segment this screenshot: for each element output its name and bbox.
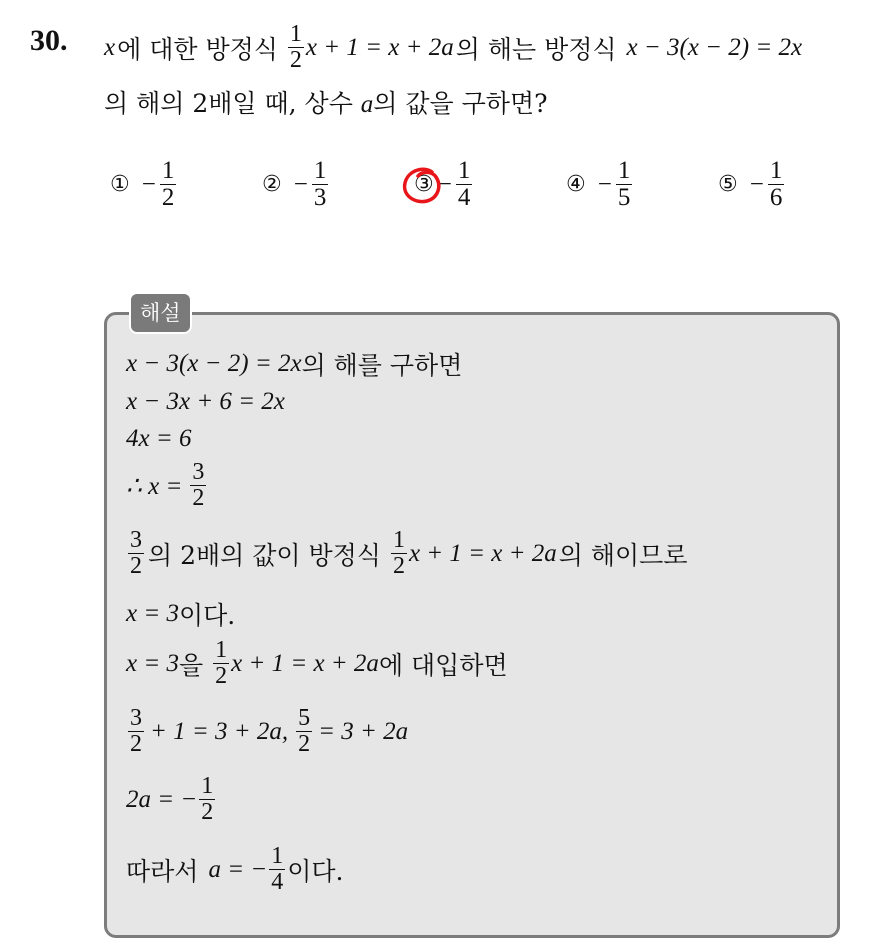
fraction-numerator: 1 <box>313 157 327 184</box>
fraction <box>296 706 312 757</box>
solution-text: 을 <box>178 650 204 680</box>
fraction <box>199 774 215 825</box>
fraction-numerator: 3 <box>130 527 142 553</box>
solution-text: 의 해이므로 <box>558 540 688 570</box>
fraction <box>616 158 633 212</box>
equation: + 1 = 3 + 2a, <box>150 717 289 745</box>
question-text: 의 해는 방정식 <box>455 34 617 64</box>
fraction-denominator: 2 <box>215 663 228 690</box>
equation: 2a = − <box>126 785 198 813</box>
fraction-numerator: 1 <box>215 637 228 663</box>
fraction <box>768 158 785 212</box>
choice-number: ① <box>110 172 130 198</box>
fraction <box>128 706 144 757</box>
fraction-denominator: 4 <box>457 184 471 212</box>
fraction-denominator: 4 <box>271 869 284 896</box>
fraction-denominator: 2 <box>130 731 142 758</box>
minus-sign: − <box>141 170 156 198</box>
solution-line-8 <box>126 706 408 757</box>
choice-number: ④ <box>566 172 586 198</box>
fraction-numerator: 1 <box>617 157 631 184</box>
fraction <box>269 844 285 895</box>
equation: x − 3x + 6 = 2x <box>126 388 285 415</box>
fraction <box>213 638 229 689</box>
var-a: a <box>441 33 454 61</box>
solution-line-4 <box>126 460 208 511</box>
choice-2[interactable] <box>262 158 330 212</box>
choice-5[interactable] <box>718 158 786 212</box>
solution-tag: 해설 <box>129 292 192 334</box>
fraction-denominator: 2 <box>392 553 405 580</box>
fraction-denominator: 6 <box>769 184 783 212</box>
var-x: x <box>104 33 116 61</box>
solution-text: 의 해를 구하면 <box>301 351 463 380</box>
fraction-denominator: 2 <box>161 184 175 212</box>
question-line-2 <box>104 84 548 120</box>
equation: x + 1 = x + 2a <box>231 649 379 677</box>
equation: 4x = 6 <box>126 425 192 452</box>
solution-text: 에 대입하면 <box>378 650 508 680</box>
question-number: 30. <box>30 24 68 57</box>
fraction <box>312 158 329 212</box>
equation <box>306 34 454 62</box>
fraction-numerator: 3 <box>130 705 142 731</box>
fraction-numerator: 1 <box>457 157 471 184</box>
fraction <box>456 158 473 212</box>
fraction-denominator: 2 <box>298 731 311 758</box>
fraction-numerator: 1 <box>271 843 284 869</box>
fraction-denominator: 5 <box>617 184 631 212</box>
minus-sign: − <box>437 170 452 198</box>
equation: x = 3 <box>126 600 179 627</box>
equation: ∴ x = <box>126 472 183 500</box>
equation: a = − <box>208 855 268 883</box>
solution-line-2 <box>126 388 285 416</box>
fraction <box>391 528 407 579</box>
question-text: 의 값을 구하면? <box>373 89 548 118</box>
equation: = 3 + 2a <box>318 717 409 745</box>
equation: x − 3(x − 2) = 2x <box>626 33 803 61</box>
solution-text: 따라서 <box>126 856 199 886</box>
minus-sign: − <box>749 170 764 198</box>
fraction-denominator: 2 <box>192 485 205 512</box>
fraction-numerator: 1 <box>289 21 302 47</box>
fraction-denominator: 3 <box>313 184 327 212</box>
fraction <box>288 22 304 73</box>
question-line-1 <box>104 22 802 73</box>
minus-sign: − <box>597 170 612 198</box>
choice-4[interactable] <box>566 158 634 212</box>
equation: x − 3(x − 2) = 2x <box>126 350 302 377</box>
choice-number: ③ <box>414 172 434 198</box>
fraction <box>160 158 177 212</box>
fraction <box>190 460 206 511</box>
equation-text: x + 1 = x + 2 <box>305 33 442 61</box>
fraction-denominator: 2 <box>130 553 142 580</box>
fraction <box>128 528 144 579</box>
solution-line-5 <box>126 528 687 579</box>
solution-line-3 <box>126 425 191 453</box>
var-a: a <box>360 91 374 118</box>
fraction-numerator: 1 <box>392 527 405 553</box>
fraction-numerator: 3 <box>192 459 205 485</box>
equation: x + 1 = x + 2a <box>408 539 557 567</box>
minus-sign: − <box>293 170 308 198</box>
choice-1[interactable] <box>110 158 178 212</box>
solution-line-7 <box>126 638 508 689</box>
equation: x = 3 <box>126 649 179 677</box>
solution-line-1 <box>126 346 462 382</box>
fraction-denominator: 2 <box>289 47 302 74</box>
solution-line-10 <box>126 844 343 895</box>
solution-line-6 <box>126 596 235 632</box>
solution-line-9 <box>126 774 217 825</box>
fraction-denominator: 2 <box>201 799 214 826</box>
question-text: 의 해의 2배일 때, 상수 <box>104 89 353 118</box>
choice-number: ⑤ <box>718 172 738 198</box>
choice-3[interactable] <box>414 158 474 212</box>
solution-text: 이다. <box>287 856 344 886</box>
fraction-numerator: 1 <box>161 157 175 184</box>
fraction-numerator: 1 <box>201 773 214 799</box>
fraction-numerator: 1 <box>769 157 783 184</box>
fraction-numerator: 5 <box>298 705 311 731</box>
solution-text: 의 2배의 값이 방정식 <box>148 540 381 570</box>
solution-text: 이다. <box>178 601 236 630</box>
question-text: 에 대한 방정식 <box>117 34 278 64</box>
choice-number: ② <box>262 172 282 198</box>
